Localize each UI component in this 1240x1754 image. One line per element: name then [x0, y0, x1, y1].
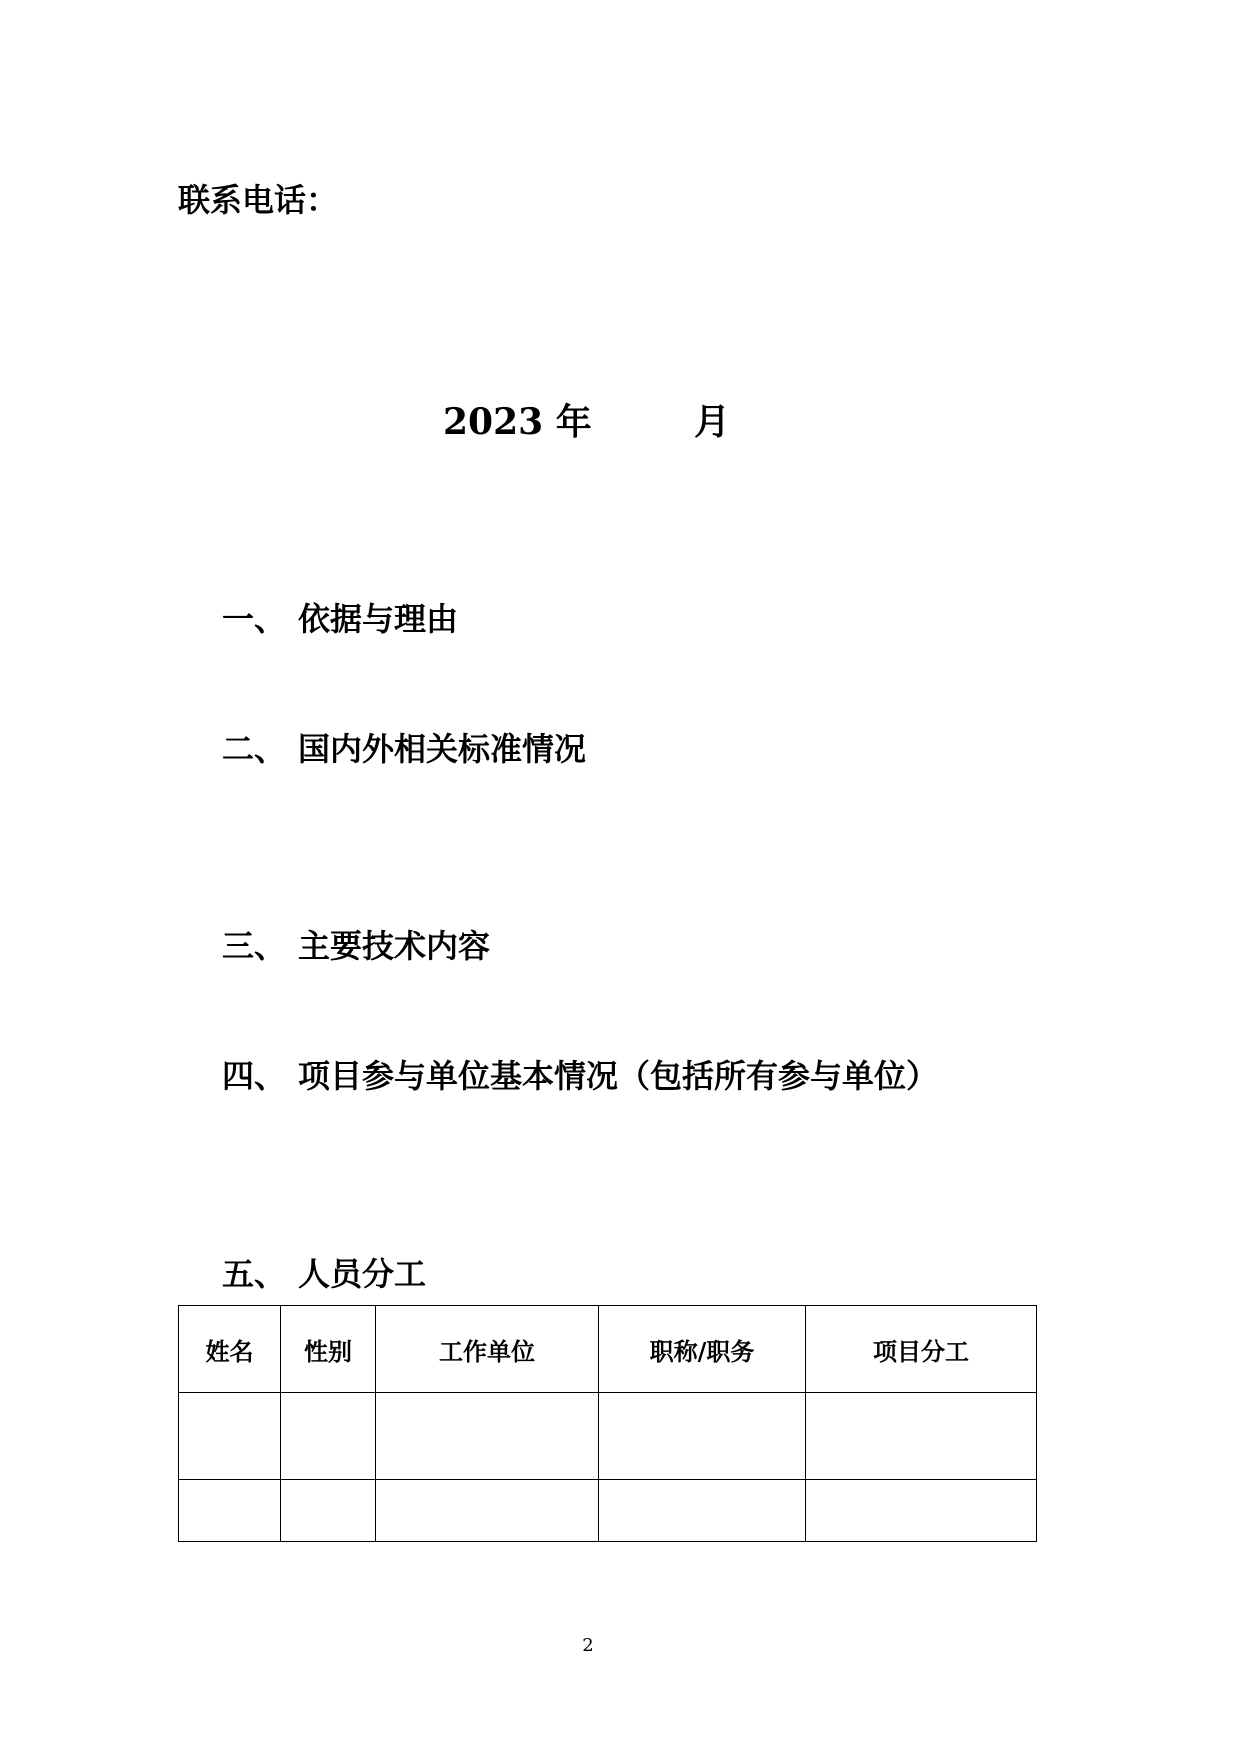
section-number: 五、 [222, 1255, 287, 1293]
table-cell [806, 1393, 1037, 1480]
header-project-role: 项目分工 [806, 1306, 1037, 1393]
contact-phone-label: 联系电话： [178, 181, 339, 219]
table-cell [281, 1393, 376, 1480]
table-cell [599, 1480, 806, 1542]
table-cell [376, 1480, 599, 1542]
table-cell [179, 1393, 281, 1480]
section-title: 依据与理由 [298, 600, 459, 638]
section-title: 主要技术内容 [298, 927, 491, 965]
table-cell [599, 1393, 806, 1480]
section-heading [222, 1052, 938, 1100]
section-title: 国内外相关标准情况 [298, 730, 587, 768]
table-row [179, 1393, 1037, 1480]
header-name: 姓名 [179, 1306, 281, 1393]
section-title: 人员分工 [298, 1255, 427, 1293]
date-year: 2023 年 [443, 401, 592, 443]
section-number: 三、 [222, 927, 287, 965]
section-number: 一、 [222, 600, 287, 638]
header-title-position: 职称/职务 [599, 1306, 806, 1393]
section-title: 项目参与单位基本情况（包括所有参与单位） [298, 1057, 939, 1095]
table-cell [376, 1393, 599, 1480]
date-month: 月 [694, 401, 731, 443]
table-cell [179, 1480, 281, 1542]
table-cell [281, 1480, 376, 1542]
staff-assignment-table [178, 1305, 1037, 1542]
section-heading [222, 595, 458, 643]
section-heading [222, 1250, 426, 1298]
table-header-row [179, 1306, 1037, 1393]
page-number: 2 [582, 1635, 594, 1656]
table-row [179, 1480, 1037, 1542]
section-number: 四、 [222, 1057, 287, 1095]
section-number: 二、 [222, 730, 287, 768]
section-heading [222, 725, 586, 773]
header-work-unit: 工作单位 [376, 1306, 599, 1393]
header-gender: 性别 [281, 1306, 376, 1393]
section-heading [222, 922, 490, 970]
table-cell [806, 1480, 1037, 1542]
